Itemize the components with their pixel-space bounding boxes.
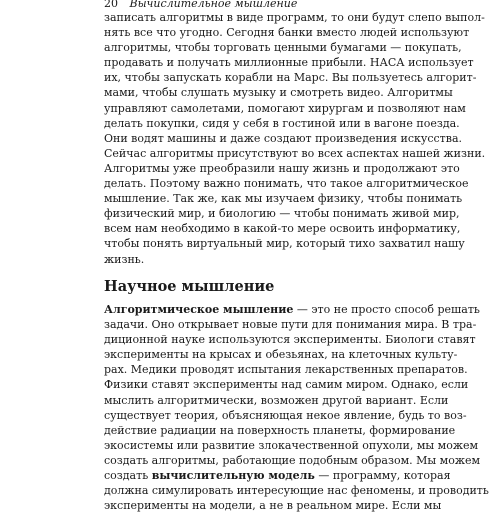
text-line: эксперименты на крысах и обезьянах, на клеточных культу-	[104, 348, 458, 362]
paragraph-1	[104, 10, 486, 267]
text-line: нять все что угодно. Сегодня банки вместо людей используют	[104, 26, 470, 40]
text-line	[104, 302, 480, 317]
text-line: делать. Поэтому важно понимать, что такое алгоритмическое	[104, 177, 469, 191]
text-line: записать алгоритмы в виде программ, то они будут слепо выпол-	[104, 11, 485, 24]
text-line: жизнь.	[104, 252, 145, 266]
section-heading: Научное мышление	[104, 278, 275, 295]
text-line: экосистемы или развитие злокачественной опухоли, мы можем	[104, 438, 479, 452]
text-line: их, чтобы запускать корабли на Марс. Вы пользуетесь алгорит-	[104, 71, 477, 85]
text-line: всем нам необходимо в какой-то мере освоить информатику,	[104, 222, 461, 236]
text-line: чтобы понять виртуальный мир, который тихо захватил нашу	[104, 237, 465, 251]
bold-term: вычислительную модель	[151, 469, 315, 483]
text-line: управляют самолетами, помогают хирургам и позволяют нам	[104, 101, 466, 115]
text-line: продавать и получать миллионные прибыли. НАСА использует	[104, 56, 474, 70]
text-line: рах. Медики проводят испытания лекарственных препаратов.	[104, 363, 468, 377]
paragraph-2	[104, 302, 489, 513]
text-line: делать покупки, сидя у себя в гостиной или в вагоне поезда.	[104, 116, 460, 130]
bold-term: Алгоритмическое мышление	[104, 303, 294, 316]
text-line: мыслить алгоритмически, возможен другой вариант. Если	[104, 393, 449, 407]
text-line: диционной науке используются эксперименты. Биологи ставят	[104, 333, 476, 347]
text-run: — это не просто способ решать	[293, 303, 480, 316]
text-line: существует теория, объясняющая некое явление, будь то воз-	[104, 408, 467, 422]
text-line: Физики ставят эксперименты над самим миром. Однако, если	[104, 378, 469, 392]
text-run: создать	[104, 469, 152, 483]
text-line	[104, 468, 451, 483]
text-line: алгоритмы, чтобы торговать ценными бумагами — покупать,	[104, 41, 462, 55]
text-line: Они водят машины и даже создают произведения искусства.	[104, 131, 463, 145]
text-line: физический мир, и биологию — чтобы понимать живой мир,	[104, 207, 460, 221]
text-line: эксперименты на модели, а не в реальном мире. Если мы	[104, 499, 442, 513]
text-run: — программу, которая	[314, 469, 451, 483]
text-line: мышление. Так же, как мы изучаем физику, чтобы понимать	[104, 192, 463, 206]
text-line: Сейчас алгоритмы присутствуют во всех аспектах нашей жизни.	[104, 146, 486, 160]
page-number: 20	[104, 0, 118, 10]
text-line: должна симулировать интересующие нас феномены, и проводить	[104, 484, 489, 498]
text-line: действие радиации на поверхность планеты, формирование	[104, 423, 456, 437]
text-line: задачи. Оно открывает новые пути для понимания мира. В тра-	[104, 318, 477, 332]
text-line: создать алгоритмы, работающие подобным образом. Мы можем	[104, 453, 481, 467]
running-head-title: Вычислительное мышление	[129, 0, 298, 10]
text-line: Алгоритмы уже преобразили нашу жизнь и продолжают это	[104, 161, 460, 175]
text-line: мами, чтобы слушать музыку и смотреть видео. Алгоритмы	[104, 86, 453, 100]
